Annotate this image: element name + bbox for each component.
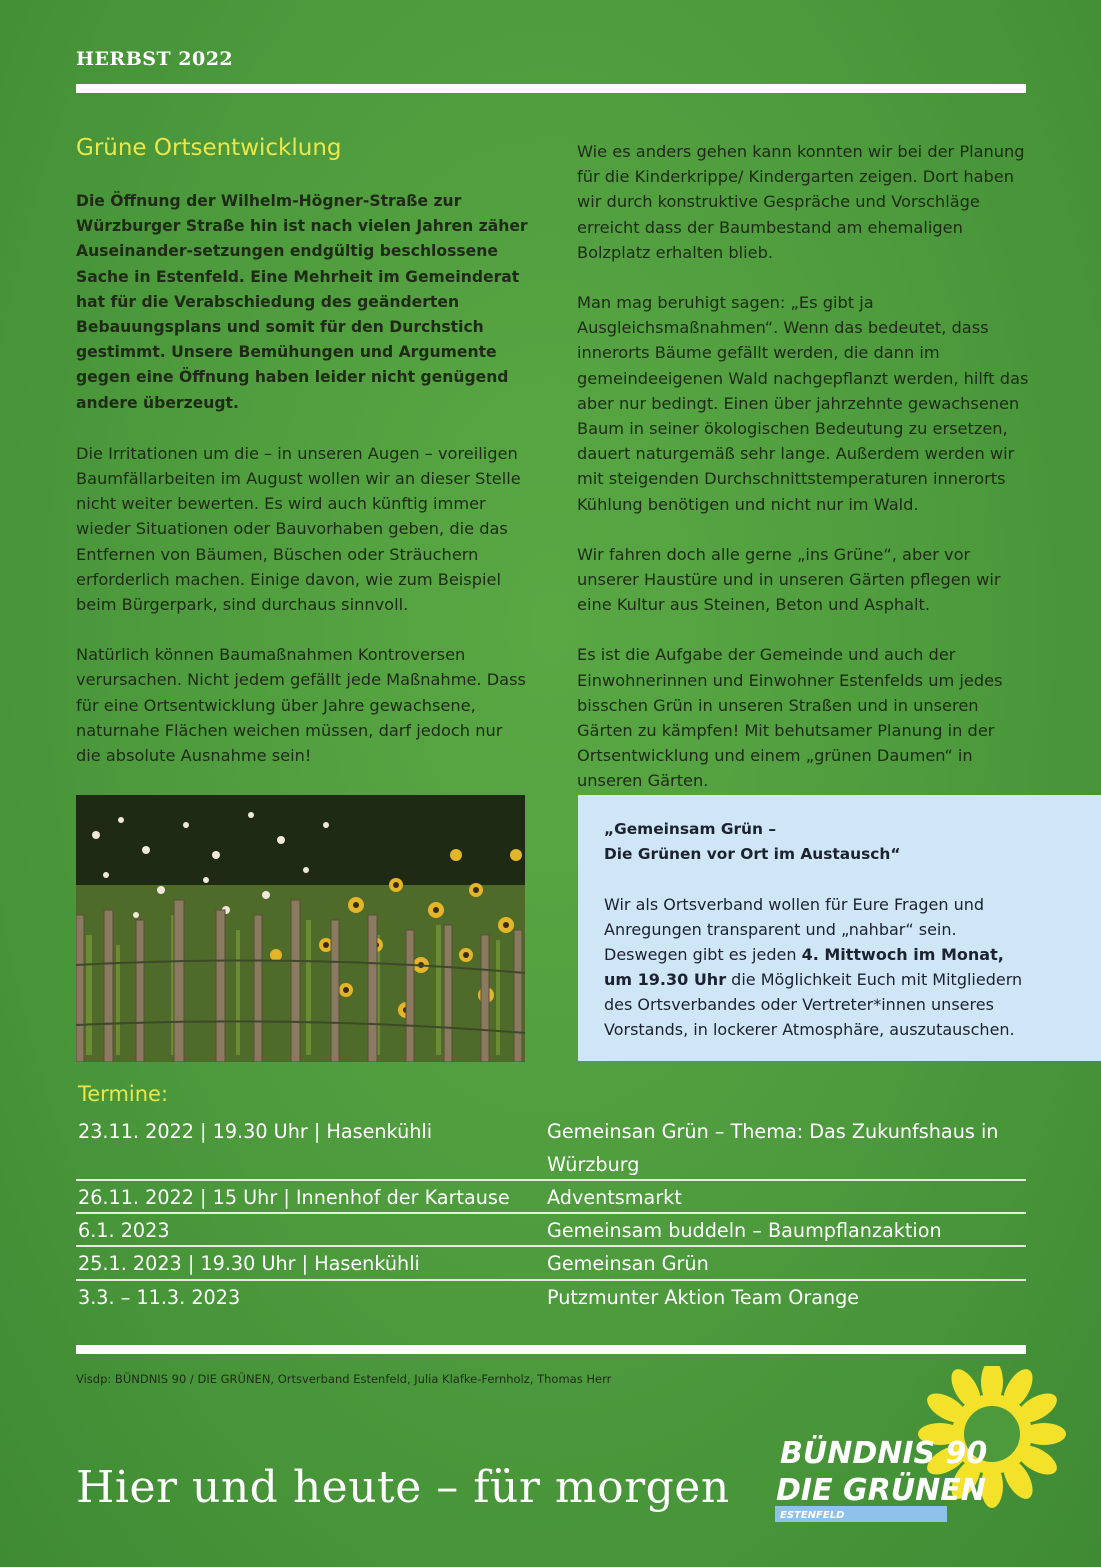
- top-divider: [76, 84, 1026, 93]
- season-label: HERBST 2022: [76, 48, 234, 70]
- termine-row: [76, 1214, 1026, 1247]
- paragraph: Man mag beruhigt sagen: „Es gibt ja Ausgleichsmaßnahmen“. Wenn das bedeutet, dass innerorts Bäume gefällt werden, die dann im gemeindeeigenen Wald nachgepflanzt werden, hilft das aber nur bedingt. Einen über jahrzehnte gewachsenen Baum in seiner ökologischen Bedeutung zu ersetzen, dauert naturgemäß sehr lange. Außerdem werden wir mit steigenden Durchschnittstemperaturen innerorts Kühlung benötigen und nicht nur im Wald.: [577, 293, 1029, 514]
- paragraph: Die Irritationen um die – in unseren Augen – voreiligen Baumfällarbeiten im August wollen wir an dieser Stelle nicht weiter bewerten. Es wird auch künftig immer wieder Situationen oder Bauvorhaben geben, die das Entfernen von Bäumen, Büschen oder Sträuchern erforderlich machen. Einige davon, wie zum Beispiel beim Bürgerpark, sind durchaus sinnvoll.: [76, 443, 521, 615]
- article-title: Grüne Ortsentwicklung: [76, 135, 342, 161]
- info-box-title-line2: Die Grünen vor Ort im Austausch“: [604, 845, 901, 863]
- info-box-text: Wir als Ortsverband wollen für Eure Fragen und Anregungen transparent und „nahbar“ sein. Deswegen gibt es jeden 4. Mittwoch im Monat, um 19.30 Uhr die Möglichkeit Euch mit Mitgliedern des Ortsverbandes oder Vertreter*innen unseres Vorstands, in lockerer Atmosphäre, auszutauschen.: [604, 895, 1023, 1039]
- visdp-imprint: Visdp: BÜNDNIS 90 / DIE GRÜNEN, Ortsverband Estenfeld, Julia Klafke-Fernholz, Thomas Herr: [76, 1372, 612, 1386]
- termine-event: Gemeinsan Grün – Thema: Das Zukunfshaus in Würzburg: [547, 1120, 999, 1176]
- termine-event: Gemeinsan Grün: [547, 1252, 709, 1275]
- bottom-divider: [76, 1345, 1026, 1354]
- logo-sub: ESTENFELD: [780, 1510, 845, 1521]
- termine-date: 26.11. 2022 | 15 Uhr | Innenhof der Kartause: [78, 1186, 510, 1209]
- sunflower-logo: [770, 1366, 1070, 1536]
- termine-heading: Termine:: [78, 1082, 169, 1106]
- termine-row: [76, 1281, 1026, 1313]
- lead-paragraph: Die Öffnung der Wilhelm-Högner-Straße zur Würzburger Straße hin ist nach vielen Jahren zäher Auseinander-setzungen endgültig beschlossene Sache in Estenfeld. Eine Mehrheit im Gemeinderat hat für die Verabschiedung des geänderten Bebauungsplans und somit für den Durchstich gestimmt. Unsere Bemühungen und Argumente gegen eine Öffnung haben leider nicht genügend andere überzeugt.: [76, 192, 528, 412]
- slogan: Hier und heute – für morgen: [76, 1462, 730, 1513]
- termine-event: Putzmunter Aktion Team Orange: [547, 1286, 860, 1309]
- termine-date: 6.1. 2023: [78, 1219, 170, 1242]
- termine-event: Gemeinsam buddeln – Baumpflanzaktion: [547, 1219, 942, 1242]
- logo-line2: DIE GRÜNEN: [776, 1473, 986, 1508]
- termine-date: 3.3. – 11.3. 2023: [78, 1286, 241, 1309]
- termine-row: [76, 1181, 1026, 1214]
- article-right-column: [577, 139, 1029, 819]
- termine-date: 23.11. 2022 | 19.30 Uhr | Hasenkühli: [78, 1120, 433, 1143]
- paragraph: Wie es anders gehen kann konnten wir bei der Planung für die Kinderkrippe/ Kindergarten zeigen. Dort haben wir durch konstruktive Gespräche und Vorschläge erreicht dass der Baumbestand am ehemaligen Bolzplatz erhalten blieb.: [577, 142, 1025, 262]
- article-left-column: [76, 189, 528, 793]
- info-box-title-line1: „Gemeinsam Grün –: [604, 820, 777, 838]
- flower-garden-photo: [76, 795, 525, 1062]
- info-box: [578, 795, 1101, 1061]
- termine-row: [76, 1115, 1026, 1181]
- termine-row: [76, 1247, 1026, 1281]
- termine-event: Adventsmarkt: [547, 1186, 682, 1209]
- paragraph: Es ist die Aufgabe der Gemeinde und auch der Einwohnerinnen und Einwohner Estenfelds um jedes bisschen Grün in unseren Straßen und in unseren Gärten zu kämpfen! Mit behutsamer Planung in der Ortsentwicklung und einem „grünen Daumen“ in unseren Gärten.: [577, 645, 1003, 791]
- paragraph: Wir fahren doch alle gerne „ins Grüne“, aber vor unserer Haustüre und in unseren Gärten pflegen wir eine Kultur aus Steinen, Beton und Asphalt.: [577, 544, 1001, 615]
- paragraph: Natürlich können Baumaßnahmen Kontroversen verursachen. Nicht jedem gefällt jede Maßnahme. Dass für eine Ortsentwicklung über Jahre gewachsene, naturnahe Flächen weichen müssen, darf jedoch nur die absolute Ausnahme sein!: [76, 645, 526, 766]
- logo-line1: BÜNDNIS 90: [780, 1436, 988, 1471]
- termine-date: 25.1. 2023 | 19.30 Uhr | Hasenkühli: [78, 1252, 420, 1275]
